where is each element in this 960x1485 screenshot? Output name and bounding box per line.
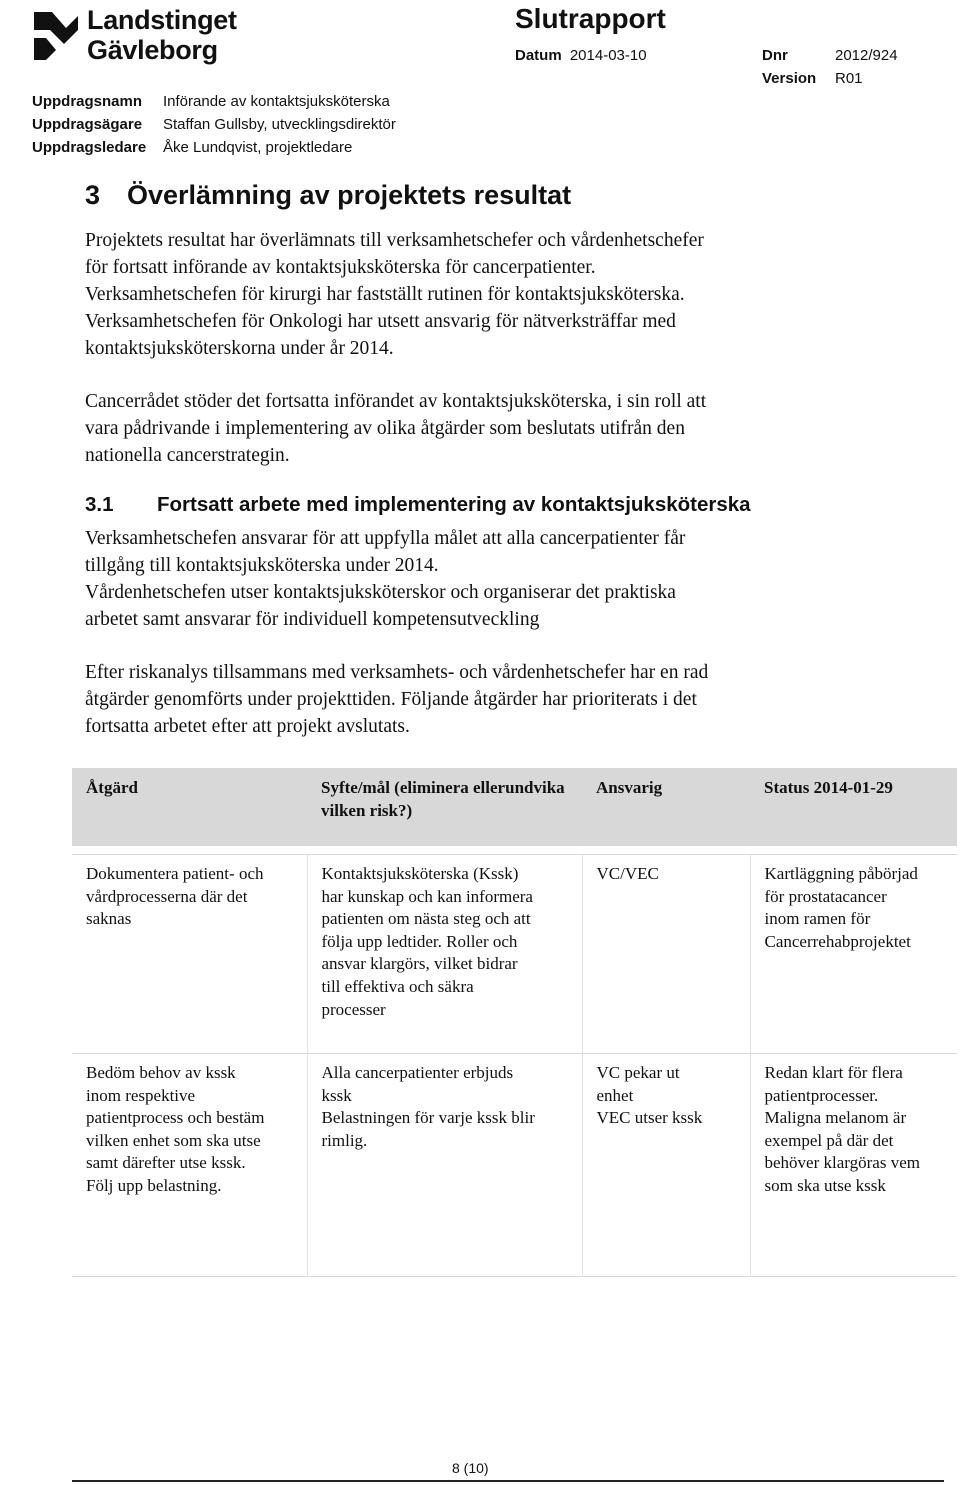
logo-mark-icon	[32, 8, 80, 60]
text-line: arbetet samt ansvarar för individuell kompetensutveckling	[85, 609, 540, 630]
version-value: R01	[835, 70, 863, 87]
info-value: Införande av kontaktsjuksköterska	[163, 93, 390, 110]
meta-datum	[515, 47, 647, 64]
text-line: åtgärder genomförts under projekttiden. Följande åtgärder har prioriterats i det	[85, 689, 697, 710]
table-cell: Redan klart för flera patientprocesser. Maligna melanom är exempel på där det behöver klargöras vem som ska utse kssk	[750, 1054, 957, 1277]
section-number: 3	[85, 180, 101, 210]
section-title: Överlämning av projektets resultat	[127, 180, 572, 210]
text-line: Vårdenhetschefen utser kontaktsjuksköterskor och organiserar det praktiska	[85, 582, 676, 603]
table-cell: VC/VEC	[582, 855, 750, 1054]
document-title: Slutrapport	[515, 3, 666, 34]
section-heading	[85, 180, 571, 211]
text-line: kontaktsjuksköterskorna under år 2014.	[85, 338, 394, 359]
page-number: 8 (10)	[452, 1460, 489, 1476]
meta-version	[762, 70, 816, 87]
section-paragraph-2	[85, 388, 845, 469]
table-row	[72, 1054, 957, 1277]
dnr-label: Dnr	[762, 47, 788, 64]
text-line: Verksamhetschefen ansvarar för att uppfylla målet att alla cancerpatienter får	[85, 528, 686, 549]
info-row-uppdragsledare	[32, 139, 352, 156]
table-row	[72, 855, 957, 1054]
table-cell: Kartläggning påbörjad för prostatacancer inom ramen för Cancerrehabprojektet	[750, 855, 957, 1054]
text-line: vara pådrivande i implementering av olika åtgärder som beslutats utifrån den	[85, 418, 685, 439]
column-header-status: Status 2014-01-29	[764, 778, 893, 797]
table-cell: Kontaktsjuksköterska (Kssk) har kunskap och kan informera patienten om nästa steg och att följa upp ledtider. Roller och ansvar klargörs, vilket bidrar till effektiva och säkra processer	[307, 855, 582, 1054]
datum-label: Datum	[515, 47, 562, 64]
text-line: Efter riskanalys tillsammans med verksamhets- och vårdenhetschefer har en rad	[85, 662, 709, 683]
table-cell: Alla cancerpatienter erbjuds kssk Belastningen för varje kssk blir rimlig.	[307, 1054, 582, 1277]
info-label: Uppdragsledare	[32, 139, 147, 156]
logo-text-line1: Landstinget	[87, 5, 237, 35]
text-line: Verksamhetschefen för kirurgi har fastställt rutinen för kontaktsjuksköterska.	[85, 284, 685, 305]
subsection-heading	[85, 493, 751, 517]
version-label: Version	[762, 70, 817, 87]
column-header-syfte: Syfte/mål (eliminera ellerundvika vilken risk?)	[321, 778, 565, 820]
table-header-row	[72, 768, 957, 846]
actions-table	[72, 768, 957, 1277]
table-cell: VC pekar ut enhet VEC utser kssk	[582, 1054, 750, 1277]
datum-value: 2014-03-10	[569, 47, 647, 64]
text-line: nationella cancerstrategin.	[85, 445, 290, 466]
info-value: Åke Lundqvist, projektledare	[163, 139, 353, 156]
info-row-uppdragsagare	[32, 116, 396, 133]
info-label: Uppdragsnamn	[32, 93, 143, 110]
info-row-uppdragsnamn	[32, 93, 390, 110]
subsection-paragraph-1	[85, 525, 845, 633]
text-line: för fortsatt införande av kontaktsjuksköterska för cancerpatienter.	[85, 257, 596, 278]
text-line: Projektets resultat har överlämnats till verksamhetschefer och vårdenhetschefer	[85, 230, 704, 251]
text-line: fortsatta arbetet efter att projekt avslutats.	[85, 716, 410, 737]
info-label: Uppdragsägare	[32, 116, 143, 133]
column-header-ansvarig: Ansvarig	[596, 778, 663, 797]
table-cell: Bedöm behov av kssk inom respektive patientprocess och bestäm vilken enhet som ska utse samt därefter utse kssk. Följ upp belastning.	[86, 1063, 265, 1195]
subsection-title: Fortsatt arbete med implementering av kontaktsjuksköterska	[157, 493, 751, 516]
section-paragraph-1	[85, 227, 845, 362]
logo-text-line2: Gävleborg	[87, 35, 218, 65]
dnr-value: 2012/924	[835, 47, 898, 64]
meta-dnr	[762, 47, 788, 64]
text-line: Cancerrådet stöder det fortsatta införandet av kontaktsjuksköterska, i sin roll att	[85, 391, 707, 412]
subsection-number: 3.1	[85, 493, 114, 516]
footer-divider	[72, 1480, 944, 1482]
table-cell: Dokumentera patient- och vårdprocesserna där det saknas	[86, 864, 264, 929]
info-value: Staffan Gullsby, utvecklingsdirektör	[163, 116, 396, 133]
text-line: tillgång till kontaktsjuksköterska under 2014.	[85, 555, 439, 576]
logo	[32, 4, 262, 66]
column-header-atgard: Åtgärd	[86, 778, 138, 797]
text-line: Verksamhetschefen för Onkologi har utsett ansvarig för nätverksträffar med	[85, 311, 676, 332]
subsection-paragraph-2	[85, 659, 845, 740]
